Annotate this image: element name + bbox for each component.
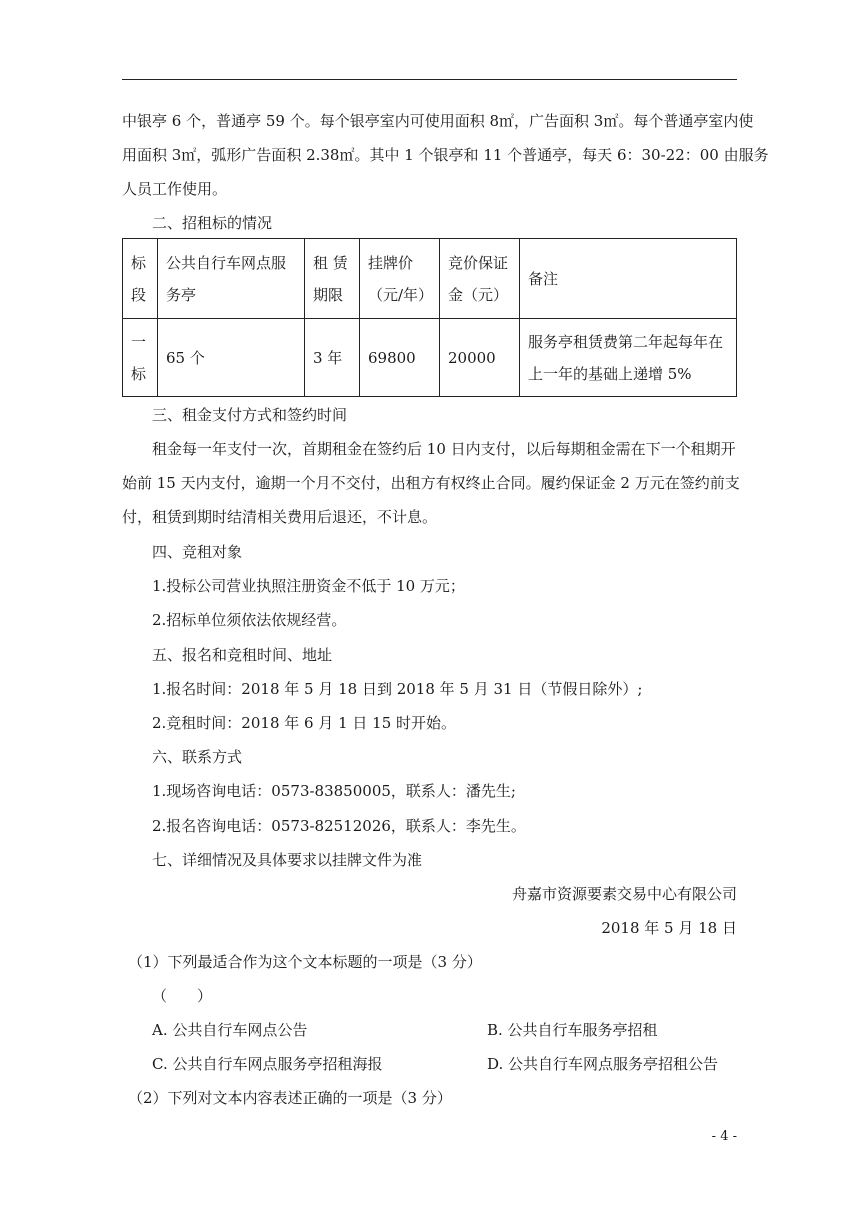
question-1-blank: （ ） [152,987,213,1005]
section4-item-2: 2.招标单位须依法依规经营。 [152,611,347,629]
header-cell-section: 标段 [123,239,158,319]
section-heading-3: 三、租金支付方式和签约时间 [152,406,348,424]
section-heading-7: 七、详细情况及具体要求以挂牌文件为准 [152,851,423,869]
question-1-option-a[interactable]: A. 公共自行车网点公告 [152,1021,308,1039]
section3-line-3: 付，租赁到期时结清相关费用后退还，不计息。 [122,508,438,526]
intro-line-3: 人员工作使用。 [122,180,228,198]
header-cell-kiosk: 公共自行车网点服务亭 [158,239,305,319]
page-number: - 4 - [711,1129,737,1144]
cell-remark: 服务亭租赁费第二年起每年在上一年的基础上递增 5% [520,319,737,397]
question-1-option-b[interactable]: B. 公共自行车服务亭招租 [487,1021,658,1039]
header-cell-deposit: 竞价保证金（元） [440,239,520,319]
section3-line-2: 始前 15 天内支付，逾期一个月不交付，出租方有权终止合同。履约保证金 2 万元在签约前支 [122,474,740,492]
cell-deposit: 20000 [440,319,520,397]
issue-date: 2018 年 5 月 18 日 [601,919,737,937]
intro-line-2: 用面积 3㎡，弧形广告面积 2.38㎡。其中 1 个银亭和 11 个普通亭，每天 6：30-22：00 由服务 [122,146,769,164]
cell-kiosk: 65 个 [158,319,305,397]
header-cell-price: 挂牌价（元/年） [360,239,440,319]
section3-line-1: 租金每一年支付一次，首期租金在签约后 10 日内支付，以后每期租金需在下一个租期开 [152,440,736,458]
section-heading-5: 五、报名和竞租时间、地址 [152,646,333,664]
table-row [123,319,737,397]
header-cell-remark: 备注 [520,239,737,319]
table-header-row [123,239,737,319]
cell-term: 3 年 [305,319,360,397]
section5-item-2: 2.竞租时间：2018 年 6 月 1 日 15 时开始。 [152,714,457,732]
section5-item-1: 1.报名时间：2018 年 5 月 18 日到 2018 年 5 月 31 日（节假日除外）; [152,680,643,698]
question-1-stem: （1）下列最适合作为这个文本标题的一项是（3 分） [128,953,482,971]
header-cell-term: 租 赁期限 [305,239,360,319]
cell-section: 一标 [123,319,158,397]
signature: 舟嘉市资源要素交易中心有限公司 [511,885,737,903]
section4-item-1: 1.投标公司营业执照注册资金不低于 10 万元； [152,577,465,595]
tender-table [122,238,737,397]
section6-item-2: 2.报名咨询电话：0573-82512026，联系人：李先生。 [152,817,526,835]
question-2-stem: （2）下列对文本内容表述正确的一项是（3 分） [128,1089,452,1107]
section-heading-4: 四、竞租对象 [152,543,243,561]
header-rule [122,79,737,80]
question-1-option-c[interactable]: C. 公共自行车网点服务亭招租海报 [152,1055,383,1073]
question-1-option-d[interactable]: D. 公共自行车网点服务亭招租公告 [487,1055,719,1073]
section-heading-6: 六、联系方式 [152,748,243,766]
cell-price: 69800 [360,319,440,397]
section6-item-1: 1.现场咨询电话：0573-83850005，联系人：潘先生; [152,782,516,800]
intro-line-1: 中银亭 6 个，普通亭 59 个。每个银亭室内可使用面积 8㎡，广告面积 3㎡。每个普通亭室内使 [122,112,754,130]
section-heading-2: 二、招租标的情况 [152,214,273,232]
